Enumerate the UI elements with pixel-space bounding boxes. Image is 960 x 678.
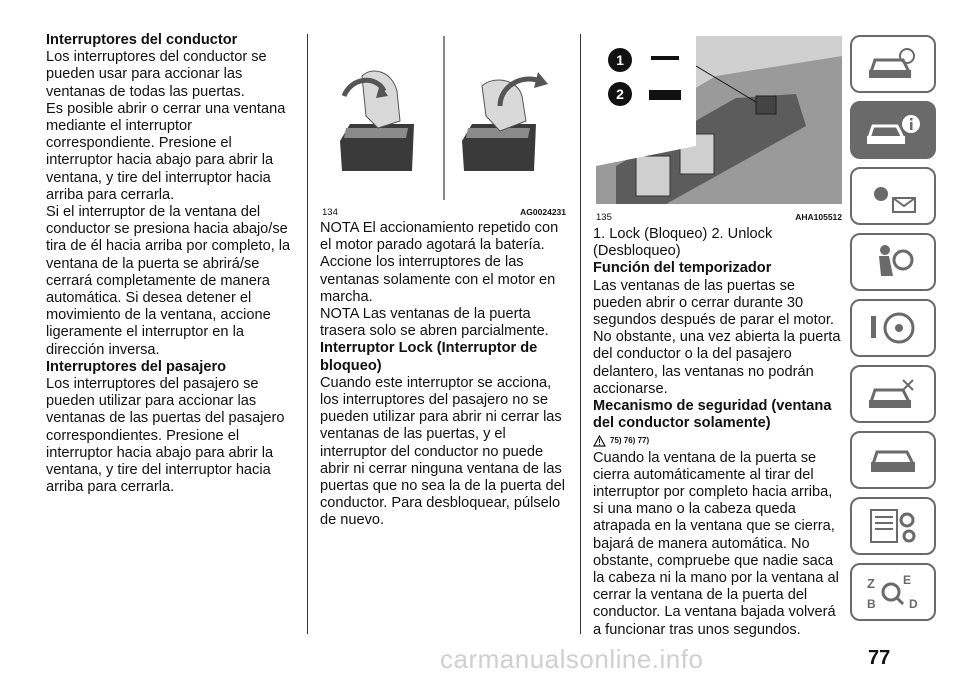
door-switch-panel-illustration xyxy=(596,36,842,204)
figure-caption-134 xyxy=(322,207,566,218)
tab-car-info[interactable] xyxy=(850,101,936,159)
paragraph: Las ventanas de las puertas se pueden abrir o cerrar durante 30 segundos después de parar el motor. No obstante, una vez abierta la puerta del conductor o la del pasajero delantero, las ventanas no podrán accionarse. xyxy=(593,277,841,397)
airbag-seat-icon xyxy=(863,242,923,282)
figure-code: AHA105512 xyxy=(795,212,842,222)
warning-triangle-icon xyxy=(593,435,606,447)
figure-number: 134 xyxy=(322,207,338,218)
chapter-tabs xyxy=(850,35,940,629)
heading-timer-function: Función del temporizador xyxy=(593,260,772,277)
figure-code: AG0024231 xyxy=(520,207,566,217)
svg-text:E: E xyxy=(903,573,912,587)
figure-window-switch-operation xyxy=(322,36,566,200)
paragraph: Cuando este interruptor se acciona, los interruptores del pasajero no se pueden utilizar para abrir ni cerrar las ventanas de las puertas, y el interruptor del conductor no puede abrir ni cerrar ninguna ventana de las puertas que no sea la de la puerta del conductor. Para desbloquear, púlselo de nuevo. xyxy=(320,374,566,529)
note: NOTA El accionamiento repetido con el motor parado agotará la batería. Accione los interruptores de las ventanas solamente con el motor en marcha. xyxy=(320,220,559,305)
paragraph: Es posible abrir o cerrar una ventana mediante el interruptor correspondiente. Presione el interruptor hacia abajo para abrir la ventana, y tire del interruptor hacia arriba para cerrarla. xyxy=(46,100,286,203)
warning-refs-text: 75) 76) 77) xyxy=(610,436,650,446)
car-crash-icon xyxy=(863,374,923,414)
svg-text:D: D xyxy=(909,597,918,611)
tab-starting-driving[interactable] xyxy=(850,299,936,357)
column-divider xyxy=(307,34,308,634)
index-search-icon xyxy=(863,572,923,612)
watermark: carmanualsonline.info xyxy=(440,644,704,674)
paragraph: Los interruptores del pasajero se pueden utilizar para accionar las ventanas de las puertas del pasajero correspondientes. Presione el interruptor hacia abajo para abrir la ventana, y tire del interruptor hacia arriba para cerrarla. xyxy=(46,376,285,496)
tab-safety[interactable] xyxy=(850,233,936,291)
tab-warning-lights[interactable] xyxy=(850,167,936,225)
column-1 xyxy=(46,32,298,496)
dashboard-car-icon xyxy=(863,44,923,84)
tab-emergency[interactable] xyxy=(850,365,936,423)
paragraph: Cuando la ventana de la puerta se cierra automáticamente al tirar del interruptor por completo hacia arriba, si una mano o la cabeza queda atrapada en la ventana que se cierra, bajará de manera automática. No obstante, compruebe que nadie saca la cabeza ni la mano por la ventana al cerrar la ventana de la puerta del conductor. La ventana bajada volverá a funcionar tras unos segundos. xyxy=(593,449,839,638)
tab-dashboard[interactable] xyxy=(850,35,936,93)
tab-maintenance[interactable] xyxy=(850,431,936,489)
figure-number: 135 xyxy=(596,212,612,223)
callout-2: 2 xyxy=(616,86,624,102)
paragraph: Si el interruptor de la ventana del conductor se presiona hacia abajo/se tira de él hacia arriba por completo, la ventana de la puerta se abrirá/se cerrará completamente de manera automática. Si desea detener el movimiento de la ventana, accione ligeramente el interruptor en la dirección inversa. xyxy=(46,204,291,358)
figure-caption-135 xyxy=(596,212,842,223)
steering-key-icon xyxy=(863,308,923,348)
column-2 xyxy=(320,220,570,530)
car-info-icon xyxy=(863,110,923,150)
page-number: 77 xyxy=(868,647,891,669)
heading-safety-mechanism: Mecanismo de seguridad (ventana del conductor solamente) xyxy=(593,398,832,432)
warning-lights-icon xyxy=(863,176,923,216)
heading-lock-switch: Interruptor Lock (Interruptor de bloqueo) xyxy=(320,340,538,374)
column-3 xyxy=(593,226,843,639)
svg-text:B: B xyxy=(867,597,876,611)
heading-passenger-switches: Interruptores del pasajero xyxy=(46,358,227,375)
car-maintenance-icon xyxy=(863,440,923,480)
hand-switch-illustration xyxy=(322,36,566,200)
heading-driver-switches: Interruptores del conductor xyxy=(46,32,238,48)
figure-legend: 1. Lock (Bloqueo) 2. Unlock (Desbloqueo) xyxy=(593,226,773,260)
settings-list-icon xyxy=(863,506,923,546)
svg-text:Z: Z xyxy=(867,576,875,591)
tab-index[interactable] xyxy=(850,563,936,621)
figure-lock-switch xyxy=(596,36,842,204)
tab-technical-data[interactable] xyxy=(850,497,936,555)
warning-references xyxy=(593,432,843,449)
callout-1: 1 xyxy=(616,52,624,68)
note: NOTA Las ventanas de la puerta trasera solo se abren parcialmente. xyxy=(320,306,549,340)
paragraph: Los interruptores del conductor se pueden usar para accionar las ventanas de todas las puertas. xyxy=(46,49,267,100)
column-divider xyxy=(580,34,581,634)
